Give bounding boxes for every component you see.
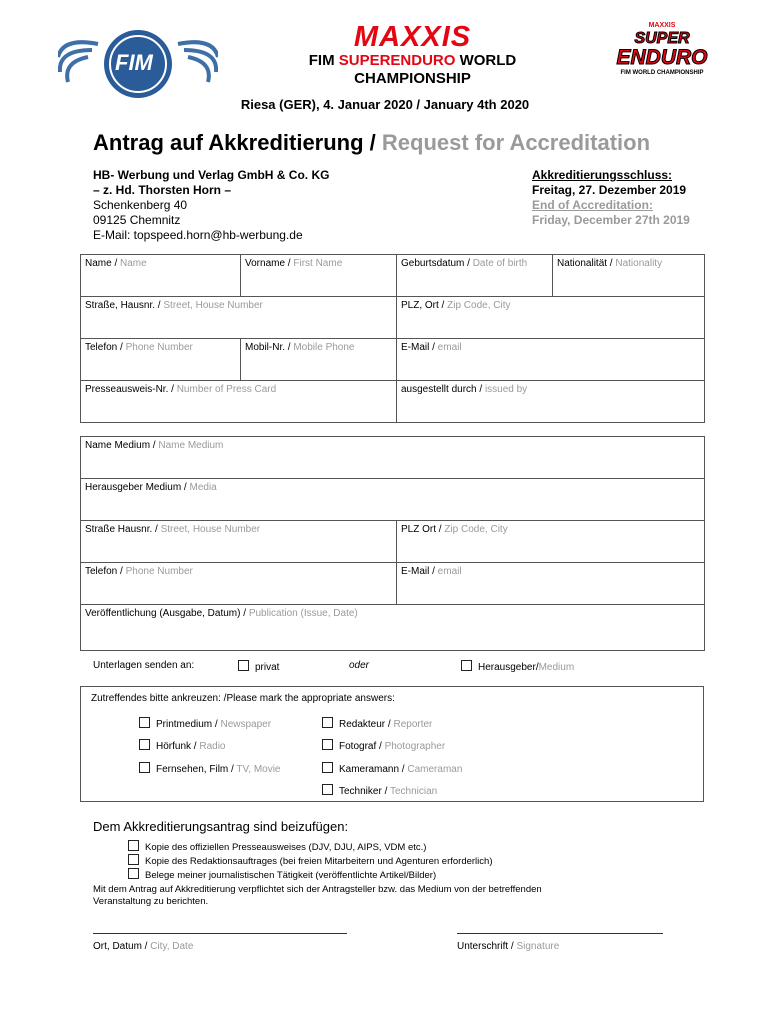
field-birthdate[interactable]: Geburtsdatum / Date of birth — [397, 255, 553, 297]
checkbox-radio[interactable] — [139, 739, 150, 750]
superenduro-subtitle: FIM WORLD CHAMPIONSHIP — [620, 70, 704, 76]
superenduro-logo — [612, 22, 712, 90]
field-name[interactable]: Name / Name — [81, 255, 241, 297]
role-cameraman[interactable]: Kameramann / Cameraman — [322, 762, 462, 775]
championship-line1: FIM SUPERENDURO WORLD — [308, 52, 517, 69]
superenduro-enduro-text: ENDURO — [616, 46, 708, 69]
send-to-label: Unterlagen senden an: — [93, 660, 195, 671]
checkbox-attachment-3[interactable] — [128, 868, 139, 879]
fim-logo-text: FIM — [115, 50, 153, 75]
attachment-item[interactable]: Kopie des Redaktionsauftrages (bei freien Mitarbeitern und Agenturen erforderlich) — [128, 854, 492, 868]
attachments-list — [128, 840, 492, 882]
superenduro-maxxis-text: MAXXIS — [648, 22, 676, 29]
place-date-label: Ort, Datum / City, Date — [93, 941, 194, 952]
field-phone[interactable]: Telefon / Phone Number — [81, 339, 241, 381]
checkbox-print[interactable] — [139, 717, 150, 728]
attachment-item[interactable]: Belege meiner journalistischen Tätigkeit (veröffentlichte Artikel/Bilder) — [128, 868, 492, 882]
checkbox-attachment-2[interactable] — [128, 854, 139, 865]
championship-line2: CHAMPIONSHIP — [354, 70, 471, 87]
obligation-note: Mit dem Antrag auf Akkreditierung verpflichtet sich der Antragsteller bzw. das Medium von der betreffenden Veranstaltung zu berichten. — [93, 884, 542, 907]
checkbox-publisher[interactable] — [461, 660, 472, 671]
signature-label: Unterschrift / Signature — [457, 941, 560, 952]
field-medium-phone[interactable]: Telefon / Phone Number — [81, 563, 397, 605]
field-medium-name[interactable]: Name Medium / Name Medium — [81, 437, 705, 479]
field-medium-zip-city[interactable]: PLZ Ort / Zip Code, City — [397, 521, 705, 563]
field-nationality[interactable]: Nationalität / Nationality — [553, 255, 705, 297]
checkbox-reporter[interactable] — [322, 717, 333, 728]
role-photographer[interactable]: Fotograf / Photographer — [322, 739, 445, 752]
signature-line — [457, 933, 663, 934]
fim-logo — [58, 22, 218, 102]
checkbox-tv[interactable] — [139, 762, 150, 773]
maxxis-wordmark: MAXXIS — [353, 21, 472, 53]
checkbox-cameraman[interactable] — [322, 762, 333, 773]
field-first-name[interactable]: Vorname / First Name — [241, 255, 397, 297]
checkbox-private[interactable] — [238, 660, 249, 671]
recipient-address: HB- Werbung und Verlag GmbH & Co. KG – z. Hd. Thorsten Horn – Schenkenberg 40 09125 Chemnitz E-Mail: topspeed.horn@hb-werbung.de — [93, 168, 330, 242]
role-technician[interactable]: Techniker / Technician — [322, 784, 437, 797]
field-press-card[interactable]: Presseausweis-Nr. / Number of Press Card — [81, 381, 397, 423]
accreditation-deadline: Akkreditierungsschluss: Freitag, 27. Dezember 2019 End of Accreditation: Friday, December 27th 2019 — [532, 168, 690, 227]
field-medium-street[interactable]: Straße Hausnr. / Street, House Number — [81, 521, 397, 563]
send-private-option[interactable]: privat — [238, 660, 279, 673]
checkbox-technician[interactable] — [322, 784, 333, 795]
field-publisher[interactable]: Herausgeber Medium / Media — [81, 479, 705, 521]
maxxis-championship-logo — [305, 22, 520, 92]
field-email[interactable]: E-Mail / email — [397, 339, 705, 381]
superenduro-super-text: SUPER — [634, 30, 690, 47]
field-mobile[interactable]: Mobil-Nr. / Mobile Phone — [241, 339, 397, 381]
page-title: Antrag auf Akkreditierung / Request for Accreditation — [93, 130, 651, 155]
event-line: Riesa (GER), 4. Januar 2020 / January 4th 2020 — [240, 97, 530, 112]
roles-box — [80, 686, 704, 802]
send-publisher-option[interactable]: Herausgeber/Medium — [461, 660, 574, 673]
place-date-line — [93, 933, 347, 934]
personal-data-table — [80, 254, 705, 423]
roles-intro: Zutreffendes bitte ankreuzen: /Please mark the appropriate answers: — [91, 693, 395, 704]
checkbox-photographer[interactable] — [322, 739, 333, 750]
role-print[interactable]: Printmedium / Newspaper — [139, 717, 271, 730]
field-zip-city[interactable]: PLZ, Ort / Zip Code, City — [397, 297, 705, 339]
field-issued-by[interactable]: ausgestellt durch / issued by — [397, 381, 705, 423]
role-tv[interactable]: Fernsehen, Film / TV, Movie — [139, 762, 281, 775]
attachments-heading: Dem Akkreditierungsantrag sind beizufügen: — [93, 819, 349, 834]
field-street[interactable]: Straße, Hausnr. / Street, House Number — [81, 297, 397, 339]
attachment-item[interactable]: Kopie des offiziellen Presseausweises (DJV, DJU, AIPS, VDM etc.) — [128, 840, 492, 854]
or-text: oder — [349, 660, 370, 671]
role-reporter[interactable]: Redakteur / Reporter — [322, 717, 432, 730]
field-publication[interactable]: Veröffentlichung (Ausgabe, Datum) / Publication (Issue, Date) — [81, 605, 705, 651]
role-radio[interactable]: Hörfunk / Radio — [139, 739, 226, 752]
medium-data-table — [80, 436, 705, 651]
field-medium-email[interactable]: E-Mail / email — [397, 563, 705, 605]
checkbox-attachment-1[interactable] — [128, 840, 139, 851]
